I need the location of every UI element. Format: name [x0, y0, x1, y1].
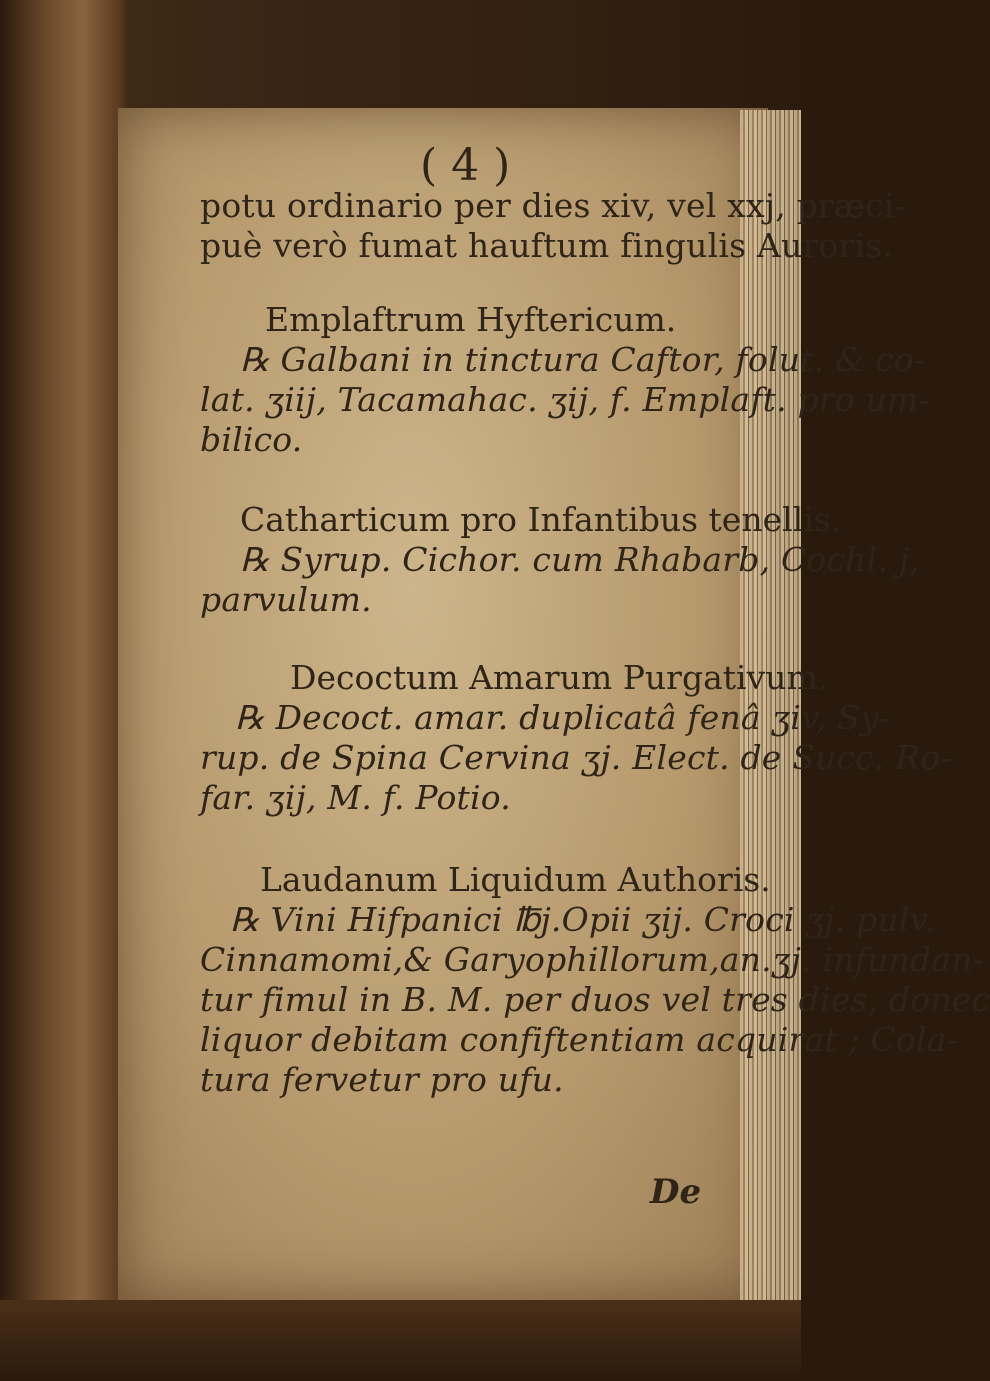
section-line: parvulum.	[200, 580, 372, 619]
section-line: ℞ Decoct. amar. duplicatâ fenâ ʒiv, Sy-	[235, 698, 891, 737]
section-line: bilico.	[200, 420, 303, 459]
catchword: De	[650, 1172, 702, 1212]
section-line: ℞ Vini Hifpanici ℔j.Opii ʒij. Croci ʒj. pulv.	[230, 900, 936, 939]
section-title: Catharticum pro Infantibus tenellis.	[240, 500, 842, 539]
section-line: ℞ Syrup. Cichor. cum Rhabarb, Cochl. j,	[240, 540, 920, 579]
section-line: tur fimul in B. M. per duos vel tres dies, donec	[200, 980, 990, 1019]
section-line: rup. de Spina Cervina ʒj. Elect. de Succ. Ro-	[200, 738, 952, 777]
page-number: ( 4 )	[420, 140, 511, 191]
section-line: tura fervetur pro ufu.	[200, 1060, 564, 1099]
section-line: far. ʒij, M. f. Potio.	[200, 778, 511, 817]
book-bottom-edge	[0, 1300, 801, 1381]
section-title: Emplaftrum Hyftericum.	[265, 300, 677, 339]
book-gutter	[0, 0, 118, 1381]
section-line: Cinnamomi,& Garyophillorum,an.ʒj. infundan-	[200, 940, 984, 979]
intro-line-1: potu ordinario per dies xiv, vel xxj, præci-	[200, 186, 906, 225]
section-line: liquor debitam confiftentiam acquirat ; Cola-	[200, 1020, 958, 1059]
section-title: Laudanum Liquidum Authoris.	[260, 860, 771, 899]
section-line: lat. ʒiij, Tacamahac. ʒij, f. Emplaft. pro um-	[200, 380, 930, 419]
section-line: ℞ Galbani in tinctura Caftor, folut. & co-	[240, 340, 926, 379]
section-title: Decoctum Amarum Purgativum.	[290, 658, 829, 697]
intro-line-2: puè verò fumat hauftum fingulis Auroris.	[200, 226, 893, 265]
